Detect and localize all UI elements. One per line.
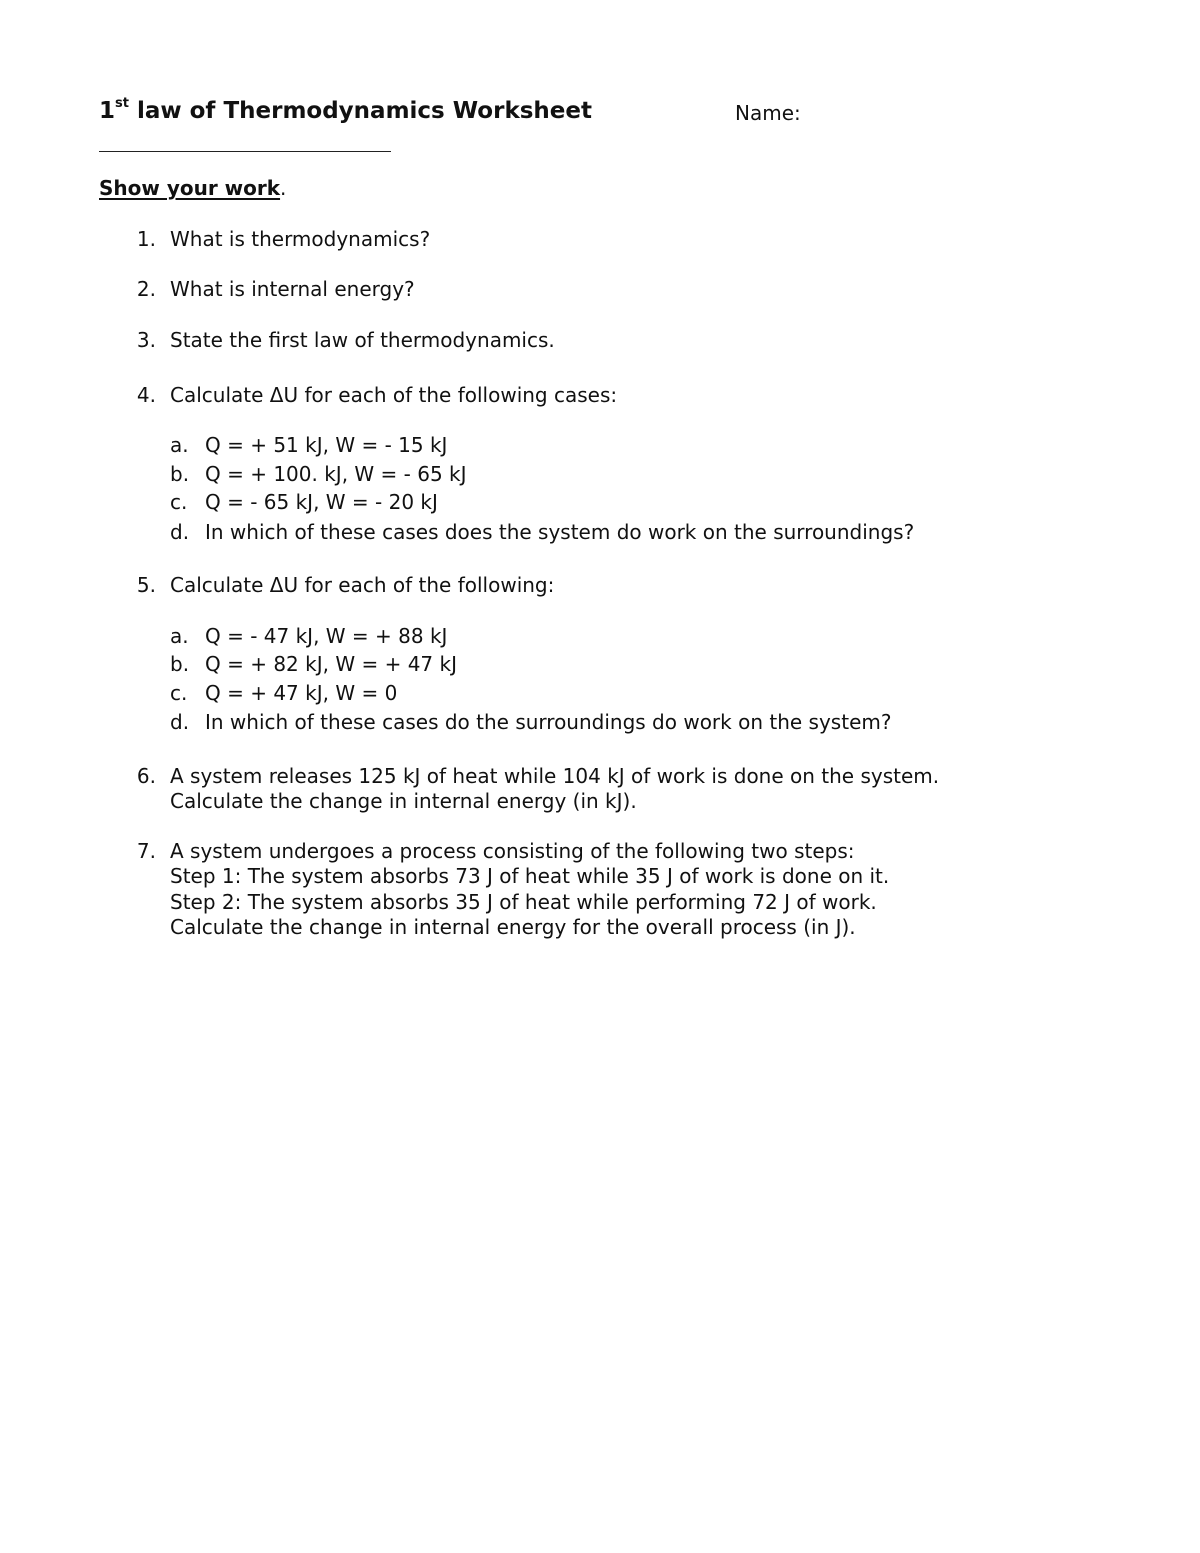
question-text-line: Calculate the change in internal energy (in kJ). xyxy=(170,789,637,813)
instructions-emphasis: Show your work xyxy=(99,176,281,200)
worksheet-title xyxy=(99,98,592,124)
name-blank-line xyxy=(99,151,391,152)
title-text: law of Thermodynamics Worksheet xyxy=(128,98,593,124)
subpart-letter: d. xyxy=(170,710,190,734)
question-text-line: Step 1: The system absorbs 73 J of heat while 35 J of work is done on it. xyxy=(170,864,890,888)
question-text-line: A system undergoes a process consisting of the following two steps: xyxy=(170,839,855,863)
question-number: 1. xyxy=(136,227,156,251)
question-text: State the first law of thermodynamics. xyxy=(170,328,555,352)
question-text: Calculate ΔU for each of the following cases: xyxy=(170,383,618,407)
question-number: 5. xyxy=(136,573,156,597)
question-text-line: Step 2: The system absorbs 35 J of heat while performing 72 J of work. xyxy=(170,890,877,914)
subpart-text: In which of these cases does the system do work on the surroundings? xyxy=(205,520,915,544)
question-number: 4. xyxy=(136,383,156,407)
subpart-text: Q = + 82 kJ, W = + 47 kJ xyxy=(205,652,457,676)
question-text-line: Calculate the change in internal energy for the overall process (in J). xyxy=(170,915,856,939)
instructions xyxy=(99,176,286,200)
subpart-text: Q = - 65 kJ, W = - 20 kJ xyxy=(205,490,438,514)
instructions-period: . xyxy=(280,176,287,200)
question-text: What is internal energy? xyxy=(170,277,415,301)
question-number: 2. xyxy=(136,277,156,301)
subpart-text: Q = + 47 kJ, W = 0 xyxy=(205,681,398,705)
question-number: 6. xyxy=(136,764,156,788)
question-number: 3. xyxy=(136,328,156,352)
question-number: 7. xyxy=(136,839,156,863)
question-text-line: A system releases 125 kJ of heat while 104 kJ of work is done on the system. xyxy=(170,764,940,788)
subpart-letter: c. xyxy=(170,681,188,705)
subpart-letter: b. xyxy=(170,652,190,676)
name-label: Name: xyxy=(735,101,801,125)
subpart-text: Q = + 51 kJ, W = - 15 kJ xyxy=(205,433,448,457)
subpart-text: In which of these cases do the surroundings do work on the system? xyxy=(205,710,892,734)
subpart-letter: a. xyxy=(170,624,189,648)
subpart-letter: d. xyxy=(170,520,190,544)
subpart-letter: b. xyxy=(170,462,190,486)
subpart-text: Q = - 47 kJ, W = + 88 kJ xyxy=(205,624,448,648)
subpart-text: Q = + 100. kJ, W = - 65 kJ xyxy=(205,462,467,486)
title-number: 1 xyxy=(99,98,116,124)
question-text: Calculate ΔU for each of the following: xyxy=(170,573,555,597)
title-superscript: st xyxy=(115,96,129,112)
subpart-letter: a. xyxy=(170,433,189,457)
question-text: What is thermodynamics? xyxy=(170,227,431,251)
subpart-letter: c. xyxy=(170,490,188,514)
